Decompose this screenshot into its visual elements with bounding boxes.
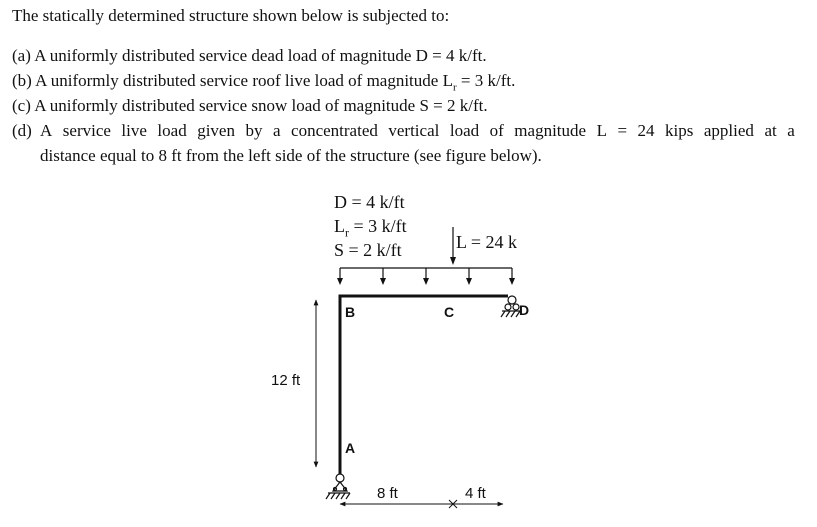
item-d-word: of [489, 121, 504, 140]
item-d-word: A [40, 121, 53, 140]
item-label-c: (c) [12, 96, 31, 115]
item-d-word: kips [665, 121, 694, 140]
load-arrow [509, 268, 515, 285]
node-d-label: D [519, 302, 530, 318]
node-c-label: C [444, 304, 455, 320]
item-label-b: (b) [12, 71, 32, 90]
item-text-a: A uniformly distributed service dead load of magnitude D = 4 k/ft. [34, 46, 487, 65]
item-text-b: A uniformly distributed service roof live load of magnitude L [35, 71, 453, 90]
item-d-word: L [596, 121, 607, 140]
item-d-word: vertical [388, 121, 440, 140]
load-item-d-label: (d) [12, 121, 32, 140]
roof-live-load-symbol: L [334, 216, 345, 236]
snow-load-label: S = 2 k/ft [334, 240, 402, 260]
frame-members [339, 296, 509, 474]
item-label-a: (a) [12, 46, 31, 65]
item-d-word: magnitude [514, 121, 587, 140]
problem-intro: The statically determined structure shown below is subjected to: [12, 6, 450, 25]
item-d-word: concentrated [291, 121, 378, 140]
span-left-label: 8 ft [377, 485, 398, 502]
pin-support-icon [326, 474, 350, 499]
item-d-word: a [272, 121, 281, 140]
item-text-b-after: = 3 k/ft. [456, 71, 516, 90]
item-d-word: live [121, 121, 147, 140]
distributed-load-arrows [337, 268, 515, 285]
item-d-word: by [245, 121, 263, 140]
node-a-label: A [345, 440, 356, 456]
item-d-word: a [787, 121, 795, 140]
roof-live-load-value: = 3 k/ft [349, 216, 407, 236]
height-label: 12 ft [271, 372, 301, 389]
item-d-word: service [62, 121, 111, 140]
item-d-word: = [617, 121, 628, 140]
item-d-word: given [197, 121, 235, 140]
roof-live-load-sub: r [345, 225, 349, 240]
span-right-label: 4 ft [465, 485, 486, 502]
load-item-d-line2: distance equal to 8 ft from the left side of the structure (see figure below). [40, 146, 542, 165]
item-text-c: A uniformly distributed service snow load of magnitude S = 2 k/ft. [34, 96, 488, 115]
load-arrow [466, 268, 472, 285]
roof-live-load-label [334, 216, 407, 241]
load-arrow [380, 268, 386, 285]
item-d-word: load [449, 121, 480, 140]
point-load-label: L = 24 k [456, 232, 517, 252]
dead-load-label: D = 4 k/ft [334, 192, 405, 212]
item-d-word: load [157, 121, 187, 140]
load-arrow [337, 268, 343, 285]
item-d-word: applied [703, 121, 754, 140]
item-d-word: at [764, 121, 777, 140]
load-arrow [423, 268, 429, 285]
node-b-label: B [345, 304, 356, 320]
item-d-word: 24 [637, 121, 655, 140]
item-text-b-sub: r [452, 81, 457, 94]
